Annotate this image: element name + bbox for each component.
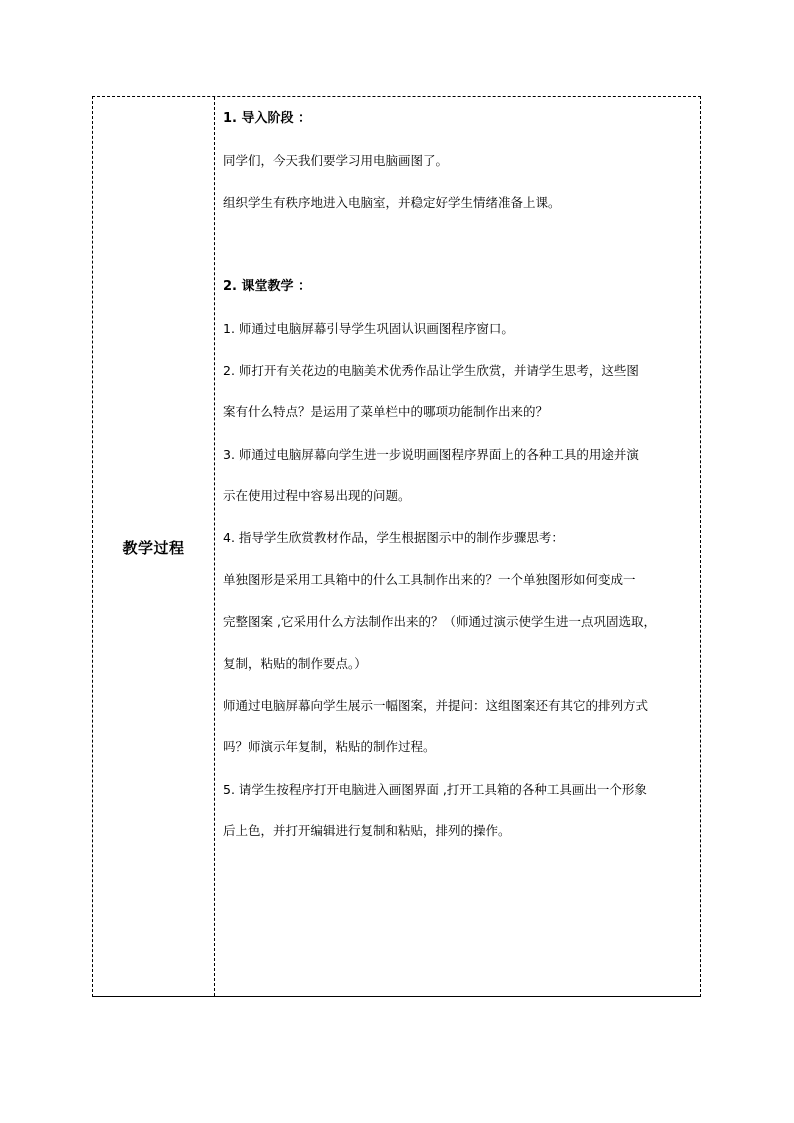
paragraph: 1. 师通过电脑屏幕引导学生巩固认识画图程序窗口。: [223, 321, 514, 336]
paragraph: 完整图案 ,它采用什么方法制作出来的？（师通过演示使学生进一点巩固选取，: [223, 614, 656, 629]
paragraph: 示在使用过程中容易出现的问题。: [223, 488, 411, 503]
section-heading: 1. 导入阶段 ：: [223, 111, 312, 126]
paragraph: 复制，粘贴的制作要点。）: [223, 656, 367, 671]
lesson-table: [92, 96, 701, 997]
paragraph: 3. 师通过电脑屏幕向学生进一步说明画图程序界面上的各种工具的用途并演: [223, 447, 639, 462]
paragraph: 吗？师演示年复制，粘贴的制作过程。: [223, 739, 436, 754]
paragraph: 5. 请学生按程序打开电脑进入画图界面 ,打开工具箱的各种工具画出一个形象: [223, 782, 647, 797]
paragraph: 案有什么特点？是运用了菜单栏中的哪项功能制作出来的？: [223, 404, 549, 419]
paragraph: 组织学生有秩序地进入电脑室，并稳定好学生情绪准备上课。: [223, 195, 561, 210]
section-heading: 2. 课堂教学 ：: [223, 279, 312, 294]
paragraph: 师通过电脑屏幕向学生展示一幅图案，并提问：这组图案还有其它的排列方式: [223, 698, 649, 713]
paragraph: 4. 指导学生欣赏教材作品，学生根据图示中的制作步骤思考：: [223, 530, 564, 545]
content-cell: [215, 97, 700, 996]
paragraph: 同学们，今天我们要学习用电脑画图了。: [223, 153, 449, 168]
label-cell: [93, 97, 214, 996]
paragraph: 单独图形是采用工具箱中的什么工具制作出来的？一个单独图形如何变成一: [223, 572, 636, 587]
row-label: 教学过程: [122, 539, 185, 557]
paragraph: 后上色，并打开编辑进行复制和粘贴，排列的操作。: [223, 823, 511, 838]
paragraph: 2. 师打开有关花边的电脑美术优秀作品让学生欣赏，并请学生思考，这些图: [223, 363, 639, 378]
